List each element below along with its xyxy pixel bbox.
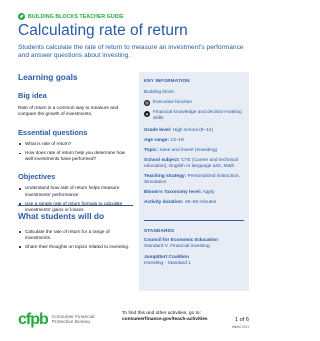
executive-function-icon	[144, 100, 150, 106]
blooms-taxonomy-value: Apply	[202, 190, 215, 196]
teaching-strategy	[144, 174, 244, 186]
essential-questions-list	[18, 141, 133, 162]
age-range	[144, 138, 244, 144]
footer-find-text: To find this and other activities, go to:	[122, 311, 201, 316]
footer-link-text	[122, 311, 208, 323]
big-idea-heading: Big idea	[18, 91, 47, 100]
list-item: How does rate of return help you determine how well investments have performed?	[18, 150, 133, 162]
list-item: What is rate of return?	[18, 141, 133, 147]
what-students-will-do-heading: What students will do	[18, 211, 105, 221]
standard-org: Jump$tart Coalition	[144, 255, 190, 261]
building-block-executive-function	[144, 100, 244, 106]
standard-detail: Investing - Standard 1	[144, 261, 191, 267]
panel-divider	[144, 220, 244, 221]
topic	[144, 148, 244, 154]
learning-goals-section	[18, 72, 133, 216]
objectives-heading: Objectives	[18, 172, 56, 182]
financial-knowledge-icon	[144, 111, 150, 117]
activity-duration-value: 45–60 minutes	[184, 200, 217, 206]
grade-level-label: Grade level:	[144, 127, 172, 133]
building-block-name: Financial knowledge and decision-making skills	[153, 110, 242, 122]
school-subject	[144, 158, 244, 170]
teaching-strategy-label: Teaching strategy:	[144, 174, 187, 180]
what-students-will-do-section	[18, 225, 133, 253]
bureau-name-line: Consumer Financial	[51, 314, 95, 320]
age-range-value: 13–19	[170, 137, 184, 143]
topic-value: Save and invest (Investing)	[159, 147, 218, 153]
school-subject-value: CTE (Career and technical education), English or language arts, Math	[144, 157, 238, 169]
bureau-name-line: Protection Bureau	[51, 320, 91, 325]
activity-duration	[144, 200, 244, 206]
list-item: Understand how rate of return helps measure investments' performance	[18, 185, 133, 197]
teaching-strategy-value: Personalized instruction, Simulation	[144, 174, 240, 186]
section-divider	[18, 205, 133, 206]
activities-list	[18, 229, 133, 250]
standard-item	[144, 238, 244, 250]
leaf-icon	[18, 13, 25, 20]
list-item: Share their thoughts on topics related to investing.	[18, 244, 133, 250]
grade-level-value: High school (9–12)	[172, 127, 214, 133]
building-block-name: Executive function	[153, 100, 192, 106]
activity-duration-label: Activity duration:	[144, 200, 184, 206]
standard-org: Council for Economic Education	[144, 238, 219, 243]
standards-heading: STANDARDS	[144, 228, 175, 233]
standards-section	[144, 228, 244, 267]
building-block-label: Building block:	[144, 90, 175, 95]
publication-date: Winter 2021	[231, 325, 249, 329]
key-information-panel	[139, 72, 249, 291]
guide-eyebrow	[18, 13, 124, 20]
list-item: Use a simple rate of return formula to calculate investments' gains or losses	[18, 201, 133, 213]
bureau-name	[52, 315, 95, 326]
learning-goals-heading: Learning goals	[18, 72, 78, 82]
list-item: Calculate the rate of return for a range of investments.	[18, 229, 133, 241]
standard-detail: Standard V. Financial investing	[144, 244, 210, 250]
objectives-list	[18, 185, 133, 212]
topic-label: Topic:	[144, 147, 159, 153]
page-subtitle: Students calculate the rate of return to measure an investment's performance and answer questions about investing.	[18, 44, 244, 60]
page-number: 1 of 6	[235, 317, 249, 323]
standard-item	[144, 255, 244, 267]
essential-questions-heading: Essential questions	[18, 128, 88, 138]
page-title: Calculating rate of return	[18, 22, 188, 39]
key-information-heading: KEY INFORMATION	[144, 78, 190, 83]
cfpb-logo	[18, 311, 94, 329]
blooms-taxonomy	[144, 190, 244, 196]
footer-url-link[interactable]: consumerfinance.gov/teach-activities	[122, 317, 208, 323]
building-block-financial-knowledge	[144, 110, 244, 122]
big-idea-text: Rate of return is a common way to measure and compare the growth of investments.	[18, 105, 119, 117]
blooms-taxonomy-label: Bloom's Taxonomy level:	[144, 190, 202, 196]
cfpb-logo-mark: cfpb	[18, 311, 48, 328]
age-range-label: Age range:	[144, 137, 170, 143]
eyebrow-text: BUILDING BLOCKS TEACHER GUIDE	[28, 13, 124, 20]
school-subject-label: School subject:	[144, 157, 180, 163]
grade-level	[144, 128, 244, 134]
